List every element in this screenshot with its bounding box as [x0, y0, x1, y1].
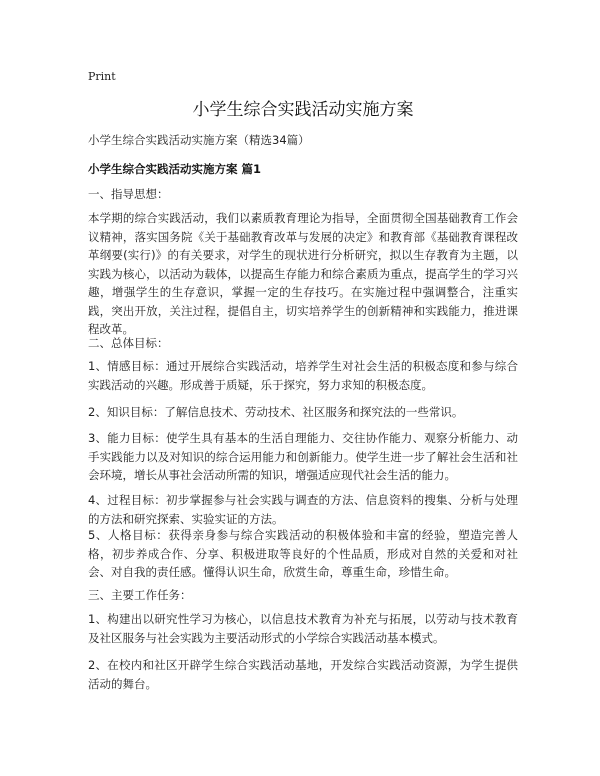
goal-emotion: 1、情感目标：通过开展综合实践活动，培养学生对社会生活的积极态度和参与综合实践活动的兴趣。形成善于质疑，乐于探究，努力求知的积极态度。 — [88, 359, 518, 392]
print-link[interactable]: Print — [88, 70, 116, 83]
tasks-heading: 三、主要工作任务： — [88, 588, 192, 602]
section-heading: 小学生综合实践活动实施方案 篇1 — [88, 162, 262, 176]
task-item-1: 1、构建出以研究性学习为核心，以信息技术教育为补充与拓展，以劳动与技术教育及社区服务与社会实践为主要活动形式的小学综合实践活动基本模式。 — [88, 612, 518, 645]
guiding-paragraph: 本学期的综合实践活动，我们以素质教育理论为指导，全面贯彻全国基础教育工作会议精神，落实国务院《关于基础教育改革与发展的决定》和教育部《基础教育课程改革纲要(实行)》的有关要求，对学生的现状进行分析研究，拟以生存教育为主题，以实践为核心，以活动为载体，以提高生存能力和综合素质为重点，提高学生的学习兴趣，增强学生的生存意识，掌握一定的生存技巧。在实施过程中强调整合，注重实践，突出开放，关注过程，提倡自主，切实培养学生的创新精神和实践能力，推进课程改革。 — [88, 211, 518, 336]
goal-ability: 3、能力目标：使学生具有基本的生活自理能力、交往协作能力、观察分析能力、动手实践能力以及对知识的综合运用能力和创新能力。使学生进一步了解社会生活和社会环境，增长从事社会活动所需的知识，增强适应现代社会生活的能力。 — [88, 431, 518, 482]
guiding-heading: 一、指导思想： — [88, 187, 169, 201]
goal-personality: 5、人格目标：获得亲身参与综合实践活动的积极体验和丰富的经验，塑造完善人格，初步养成合作、分享、积极进取等良好的个性品质，形成对自然的关爱和对社会、对自我的责任感。懂得认识生命，欣赏生命，尊重生命，珍惜生命。 — [88, 528, 518, 579]
document-subtitle: 小学生综合实践活动实施方案（精选34篇） — [88, 133, 310, 147]
goals-heading: 二、总体目标： — [88, 336, 169, 350]
task-item-2: 2、在校内和社区开辟学生综合实践活动基地，开发综合实践活动资源，为学生提供活动的舞台。 — [88, 658, 518, 691]
goal-knowledge: 2、知识目标：了解信息技术、劳动技术、社区服务和探究法的一些常识。 — [88, 405, 464, 419]
page-title: 小学生综合实践活动实施方案 — [192, 100, 414, 120]
goal-process: 4、过程目标：初步掌握参与社会实践与调查的方法、信息资料的搜集、分析与处理的方法和研究探索、实验实证的方法。 — [88, 493, 518, 526]
